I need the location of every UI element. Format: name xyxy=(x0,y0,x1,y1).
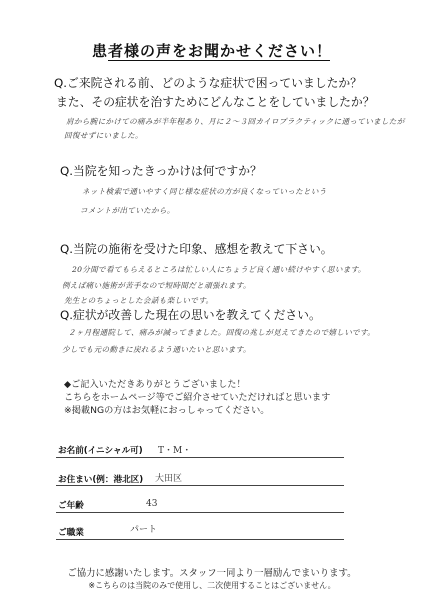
ng-note: ※掲載NGの方はお気軽におっしゃってください。 xyxy=(64,405,270,416)
age-label: ご年齢 xyxy=(58,501,84,511)
answer-2-line-2: コメントが出ていたから。 xyxy=(80,206,175,215)
footer-thanks: ご協力に感謝いたします。スタッフ一同より一層励んでまいります。 xyxy=(67,568,357,579)
job-label: ご職業 xyxy=(58,528,84,538)
answer-3-line-3: 先生とのちょっとした会話も楽しいです。 xyxy=(64,296,214,305)
title-underline xyxy=(108,60,330,61)
age-underline xyxy=(56,512,344,513)
question-4: Q.症状が改善した現在の思いを教えてください。 xyxy=(60,308,321,322)
answer-3-line-2: 例えば痛い施術が苦手なので短時間だと頑張れます。 xyxy=(62,281,251,290)
answer-1-line-2: 回復せずにいました。 xyxy=(64,131,143,140)
job-value: パート xyxy=(130,525,158,535)
address-label: お住まい(例：港北区) xyxy=(58,475,144,485)
question-1-line-2: また、その症状を治すためにどんなことをしていましたか？ xyxy=(56,95,375,109)
name-underline xyxy=(56,457,344,458)
question-3: Q.当院の施術を受けた印象、感想を教えて下さい。 xyxy=(60,242,333,256)
address-value: 大田区 xyxy=(155,474,183,484)
name-label: お名前(イニシャル可) xyxy=(58,446,143,456)
answer-2-line-1: ネット検索で通いやすく同じ様な症状の方が良くなっていったという xyxy=(82,187,327,196)
answer-4-line-2: 少しでも元の動きに戻れるよう通いたいと思います。 xyxy=(62,345,251,354)
name-value: T・M・ xyxy=(158,446,192,456)
job-underline xyxy=(56,539,344,540)
answer-3-line-1: 20分間で看てもらえるところは忙しい人にちょうど良く通い続けやすく思います。 xyxy=(72,265,366,274)
page-title: 患者様の声をお聞かせください！ xyxy=(91,42,332,60)
thanks-note: ◆ご記入いただきありがとうございました！ xyxy=(64,379,246,390)
footer-usage-note: ※こちらのは当院のみで使用し、二次使用することはございません。 xyxy=(88,581,336,590)
address-underline xyxy=(56,485,344,486)
age-value: 43 xyxy=(146,499,158,509)
question-1-line-1: Q.ご来院される前、どのような症状で困っていましたか？ xyxy=(54,76,362,90)
answer-4-line-1: ２ヶ月程通院して、痛みが減ってきました。回復の兆しが見えてきたので嬉しいです。 xyxy=(68,328,376,337)
question-2: Q.当院を知ったきっかけは何ですか？ xyxy=(60,164,262,178)
answer-1-line-1: 肩から腕にかけての痛みが半年程あり、月に２〜３回カイロプラクティックに通っていましたが xyxy=(66,117,405,126)
homepage-note: こちらをホームページ等でご紹介させていただければと思います xyxy=(64,392,331,403)
